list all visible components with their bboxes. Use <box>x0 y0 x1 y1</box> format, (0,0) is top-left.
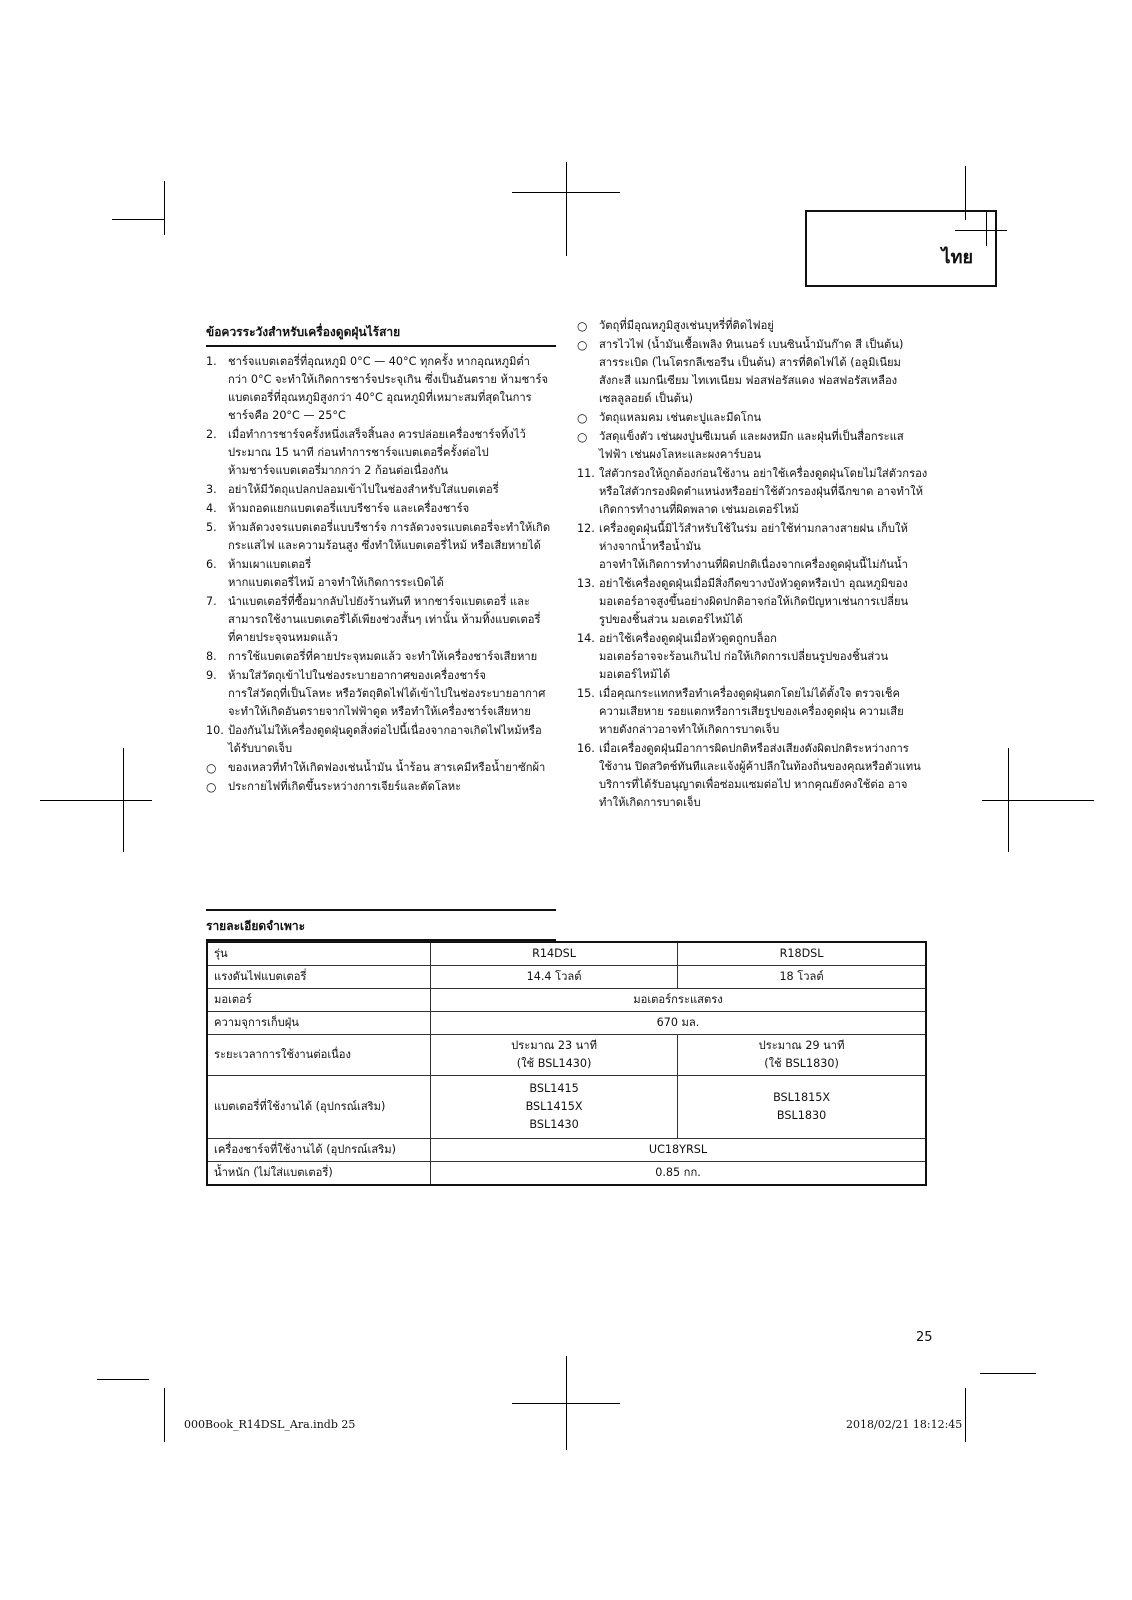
list-item <box>577 520 929 574</box>
list-item-text: ใช้งาน ปิดสวิตช์ทันทีและแจ้งผู้ค้าปลีกในท้องถิ่นของคุณหรือตัวแทน <box>599 760 921 773</box>
table-cell: ระยะเวลาการใช้งานต่อเนื่อง <box>207 1035 431 1076</box>
list-item-text: ห้ามลัดวงจรแบตเตอรี่แบบรีชาร์จ การลัดวงจรแบตเตอรี่จะทำให้เกิด <box>228 521 551 534</box>
table-cell <box>431 1076 678 1139</box>
table-cell: ความจุการเก็บฝุ่น <box>207 1012 431 1035</box>
table-cell: แบตเตอรี่ที่ใช้งานได้ (อุปกรณ์เสริม) <box>207 1076 431 1139</box>
list-item-number: 6. <box>206 558 217 571</box>
crop-mark <box>164 181 165 235</box>
cell-line: (ใช้ BSL1830) <box>764 1057 839 1070</box>
crop-mark <box>164 1388 165 1442</box>
list-item-text: หายดังกล่าวอาจทำให้เกิดการบาดเจ็บ <box>599 723 780 736</box>
table-row <box>207 1035 926 1076</box>
list-item-number: 9. <box>206 669 217 682</box>
cell-line: ประมาณ 29 นาที <box>758 1039 845 1052</box>
table-cell: แรงดันไฟแบตเตอรี่ <box>207 966 431 989</box>
language-tab <box>805 210 997 287</box>
table-row <box>207 1012 926 1035</box>
list-item-text: อย่าใช้เครื่องดูดฝุ่นเมื่อมีสิ่งกีดขวางบังหัวดูดหรือเป่า อุณหภูมิของ <box>599 577 908 590</box>
list-item-text: อย่าให้มีวัตถุแปลกปลอมเข้าไปในช่องสำหรับใส่แบตเตอรี่ <box>228 483 499 496</box>
list-item <box>577 740 929 812</box>
table-cell: R18DSL <box>678 942 926 966</box>
registration-mark <box>566 1356 567 1450</box>
list-item-number: ○ <box>577 319 588 333</box>
table-cell: 0.85 กก. <box>431 1162 927 1186</box>
list-item-text: หากแบตเตอรี่ไหม้ อาจทำให้เกิดการระเบิดได้ <box>228 576 444 589</box>
cell-line: BSL1415 <box>529 1082 579 1095</box>
table-row <box>207 1162 926 1186</box>
list-item-text: ชาร์จแบตเตอรี่ที่อุณหภูมิ 0°C — 40°C ทุกครั้ง หากอุณหภูมิต่ำ <box>228 355 530 368</box>
table-cell: 670 มล. <box>431 1012 927 1035</box>
cell-line: ประมาณ 23 นาที <box>511 1039 597 1052</box>
list-item-text: แบตเตอรี่ที่อุณหภูมิสูงกว่า 40°C อุณหภูมิที่เหมาะสมที่สุดในการ <box>228 391 532 404</box>
crop-mark <box>97 1379 149 1380</box>
footer-filename: 000Book_R14DSL_Ara.indb 25 <box>184 1418 356 1431</box>
list-item-text: วัสดุแข็งตัว เช่นผงปูนซีเมนต์ และผงหมึก และฝุ่นที่เป็นสื่อกระแส <box>599 430 904 443</box>
list-item-text: ไฟฟ้า เช่นผงโลหะและผงคาร์บอน <box>599 448 761 461</box>
list-item <box>206 667 556 721</box>
table-cell: รุ่น <box>207 942 431 966</box>
list-item-text: เครื่องดูดฝุ่นนี้มิไว้สำหรับใช้ในร่ม อย่าใช้ท่ามกลางสายฝน เก็บให้ <box>599 522 908 535</box>
list-item-number: 14. <box>577 632 595 645</box>
list-item-text: ใส่ตัวกรองให้ถูกต้องก่อนใช้งาน อย่าใช้เครื่องดูดฝุ่นโดยไม่ใส่ตัวกรอง <box>599 467 928 480</box>
list-item-text: การใส่วัตถุที่เป็นโลหะ หรือวัตถุติดไฟได้เข้าไปในช่องระบายอากาศ <box>228 687 546 700</box>
list-item-number: ○ <box>577 430 588 444</box>
list-item <box>206 426 556 480</box>
list-item-text: สารไวไฟ (น้ำมันเชื้อเพลิง ทินเนอร์ เบนซินน้ำมันก๊าด สี เป็นต้น) <box>599 338 904 351</box>
list-item-number: 5. <box>206 521 217 534</box>
list-item-number: ○ <box>206 761 217 775</box>
registration-mark <box>1008 748 1009 852</box>
list-item-text: มอเตอร์ไหม้ได้ <box>599 668 671 681</box>
list-item-text: นำแบตเตอรี่ที่ซื้อมากลับไปยังร้านทันที หากชาร์จแบตเตอรี่ และ <box>228 595 530 608</box>
table-row <box>207 966 926 989</box>
cell-line: (ใช้ BSL1430) <box>516 1057 592 1070</box>
table-cell: 18 โวลต์ <box>678 966 926 989</box>
list-item-text: เกิดการทำงานที่ผิดพลาด เช่นมอเตอร์ไหม้ <box>599 503 799 516</box>
cell-line: BSL1430 <box>529 1118 579 1131</box>
list-item-text: ห่างจากน้ำหรือน้ำมัน <box>599 540 701 553</box>
list-item-text: เมื่อทำการชาร์จครั้งหนึ่งเสร็จสิ้นลง ควรปล่อยเครื่องชาร์จทิ้งไว้ <box>228 428 526 441</box>
table-cell: มอเตอร์ <box>207 989 431 1012</box>
list-item <box>577 465 929 519</box>
list-item <box>206 481 556 499</box>
table-row <box>207 1139 926 1162</box>
specs-table <box>206 941 927 1186</box>
list-item <box>206 759 556 777</box>
precautions-right-column <box>577 317 929 813</box>
list-item <box>206 500 556 518</box>
list-item <box>577 685 929 739</box>
list-item-number: 12. <box>577 522 595 535</box>
list-item-text: สารระเบิด (ไนโตรกลีเซอรีน เป็นต้น) สารที่ติดไฟได้ (อลูมิเนียม <box>599 356 901 369</box>
list-item-text: กว่า 0°C จะทำให้เกิดการชาร์จประจุเกิน ซึ่งเป็นอันตราย ห้ามชาร์จ <box>228 373 549 386</box>
table-cell <box>678 1076 926 1139</box>
table-cell: R14DSL <box>431 942 678 966</box>
precautions-left-column <box>206 353 556 797</box>
list-item-text: ห้ามใส่วัตถุเข้าไปในช่องระบายอากาศของเครื่องชาร์จ <box>228 669 486 682</box>
list-item-number: 7. <box>206 595 217 608</box>
list-item-number: 16. <box>577 742 595 755</box>
list-item-text: ห้ามเผาแบตเตอรี่ <box>228 558 312 571</box>
list-item <box>577 317 929 335</box>
table-cell: เครื่องชาร์จที่ใช้งานได้ (อุปกรณ์เสริม) <box>207 1139 431 1162</box>
list-item-number: 3. <box>206 483 217 496</box>
list-item-text: ป้องกันไม่ให้เครื่องดูดฝุ่นดูดสิ่งต่อไปนี้เนื่องจากอาจเกิดไฟไหม้หรือ <box>228 724 542 737</box>
list-item <box>577 630 929 684</box>
list-item <box>206 778 556 796</box>
registration-mark <box>123 748 124 852</box>
list-item-text: ได้รับบาดเจ็บ <box>228 742 293 755</box>
list-item-text: มอเตอร์อาจสูงขึ้นอย่างผิดปกติอาจก่อให้เกิดปัญหาเช่นการเปลี่ยน <box>599 595 909 608</box>
table-cell: UC18YRSL <box>431 1139 927 1162</box>
specs-title: รายละเอียดจำเพาะ <box>206 909 556 941</box>
table-row <box>207 989 926 1012</box>
list-item-text: การใช้แบตเตอรี่ที่คายประจุหมดแล้ว จะทำให้เครื่องชาร์จเสียหาย <box>228 650 538 663</box>
list-item-text: ห้ามถอดแยกแบตเตอรี่แบบรีชาร์จ และเครื่องชาร์จ <box>228 502 470 515</box>
list-item <box>577 428 929 464</box>
list-item-text: ประกายไฟที่เกิดขึ้นระหว่างการเจียร์และตัดโลหะ <box>228 780 462 793</box>
list-item <box>206 353 556 425</box>
table-cell: น้ำหนัก (ไม่ใส่แบตเตอรี่) <box>207 1162 431 1186</box>
list-item-number: 13. <box>577 577 595 590</box>
footer-timestamp: 2018/02/21 18:12:45 <box>846 1418 963 1431</box>
list-item-number: 8. <box>206 650 217 663</box>
list-item-number: ○ <box>577 411 588 425</box>
table-cell <box>678 1035 926 1076</box>
list-item-text: ทำให้เกิดการบาดเจ็บ <box>599 796 701 809</box>
list-item-text: หรือใส่ตัวกรองผิดตำแหน่งหรืออย่าใช้ตัวกรองฝุ่นที่ฉีกขาด อาจทำให้ <box>599 485 923 498</box>
list-item-number: 2. <box>206 428 217 441</box>
list-item-number: 11. <box>577 467 595 480</box>
table-cell: 14.4 โวลต์ <box>431 966 678 989</box>
list-item-text: มอเตอร์อาจจะร้อนเกินไป ก่อให้เกิดการเปลี่ยนรูปของชิ้นส่วน <box>599 650 889 663</box>
table-row <box>207 942 926 966</box>
list-item-text: เซลลูลอยด์ เป็นต้น) <box>599 392 693 405</box>
language-label: ไทย <box>941 247 973 268</box>
cell-line: BSL1815X <box>773 1091 831 1104</box>
list-item <box>206 519 556 555</box>
list-item-text: สังกะสี แมกนีเซียม ไทเทเนียม ฟอสฟอรัสแดง ฟอสฟอรัสเหลือง <box>599 374 898 387</box>
cell-line: BSL1830 <box>776 1109 827 1122</box>
list-item <box>577 575 929 629</box>
list-item-text: ประมาณ 15 นาที ก่อนทำการชาร์จแบตเตอรี่ครั้งต่อไป <box>228 446 489 459</box>
list-item <box>577 336 929 408</box>
list-item-text: ความเสียหาย รอยแตกหรือการเสียรูปของเครื่องดูดฝุ่น ความเสีย <box>599 705 904 718</box>
crop-mark <box>965 1388 966 1442</box>
page-number: 25 <box>916 1330 933 1345</box>
list-item-text: บริการที่ได้รับอนุญาตเพื่อซ่อมแซมต่อไป หากคุณยังคงใช้ต่อ อาจ <box>599 778 908 791</box>
list-item-text: เมื่อคุณกระแทกหรือทำเครื่องดูดฝุ่นตกโดยไม่ได้ตั้งใจ ตรวจเช็ค <box>599 687 900 700</box>
list-item-text: วัตถุที่มีอุณหภูมิสูงเช่นบุหรี่ที่ติดไฟอยู่ <box>599 319 774 332</box>
list-item <box>577 409 929 427</box>
list-item <box>206 593 556 647</box>
registration-mark <box>566 162 567 256</box>
list-item-text: เมื่อเครื่องดูดฝุ่นมีอาการผิดปกติหรือส่งเสียงดังผิดปกติระหว่างการ <box>599 742 909 755</box>
list-item-text: กระแสไฟ และความร้อนสูง ซึ่งทำให้แบตเตอรี่ไหม้ หรือเสียหายได้ <box>228 539 541 552</box>
list-item-text: วัตถุแหลมคม เช่นตะปูและมีดโกน <box>599 411 762 424</box>
list-item-text: ชาร์จคือ 20°C — 25°C <box>228 409 346 422</box>
list-item-number: 4. <box>206 502 217 515</box>
list-item-number: 10. <box>206 724 224 737</box>
list-item-number: 1. <box>206 355 217 368</box>
crop-mark <box>980 1373 1036 1374</box>
list-item <box>206 722 556 758</box>
cell-line: BSL1415X <box>525 1100 583 1113</box>
precautions-title: ข้อควรระวังสำหรับเครื่องดูดฝุ่นไร้สาย <box>206 323 556 347</box>
list-item-text: อย่าใช้เครื่องดูดฝุ่นเมื่อหัวดูดถูกบล็อก <box>599 632 777 645</box>
list-item-number: 15. <box>577 687 595 700</box>
registration-mark <box>982 800 1094 801</box>
list-item <box>206 648 556 666</box>
list-item-number: ○ <box>206 780 217 794</box>
list-item-text: ของเหลวที่ทำให้เกิดฟองเช่นน้ำมัน น้ำร้อน สารเคมีหรือน้ำยาซักผ้า <box>228 761 546 774</box>
table-row <box>207 1076 926 1139</box>
crop-mark <box>112 219 164 220</box>
list-item-number: ○ <box>577 338 588 352</box>
list-item-text: รูปของชิ้นส่วน มอเตอร์ไหม้ได้ <box>599 613 743 626</box>
list-item-text: ห้ามชาร์จแบตเตอรี่มากกว่า 2 ก้อนต่อเนื่องกัน <box>228 464 449 477</box>
list-item-text: จะทำให้เกิดอันตรายจากไฟฟ้าดูด หรือทำให้เครื่องชาร์จเสียหาย <box>228 705 531 718</box>
registration-mark <box>40 800 152 801</box>
table-cell <box>431 1035 678 1076</box>
list-item-text: สามารถใช้งานแบตเตอรี่ได้เพียงช่วงสั้นๆ เท่านั้น ห้ามทิ้งแบตเตอรี่ <box>228 613 541 626</box>
list-item-text: ที่คายประจุจนหมดแล้ว <box>228 631 338 644</box>
list-item-text: อาจทำให้เกิดการทำงานที่ผิดปกติเนื่องจากเครื่องดูดฝุ่นนี้ไม่กันน้ำ <box>599 558 908 571</box>
list-item <box>206 556 556 592</box>
table-cell: มอเตอร์กระแสตรง <box>431 989 927 1012</box>
